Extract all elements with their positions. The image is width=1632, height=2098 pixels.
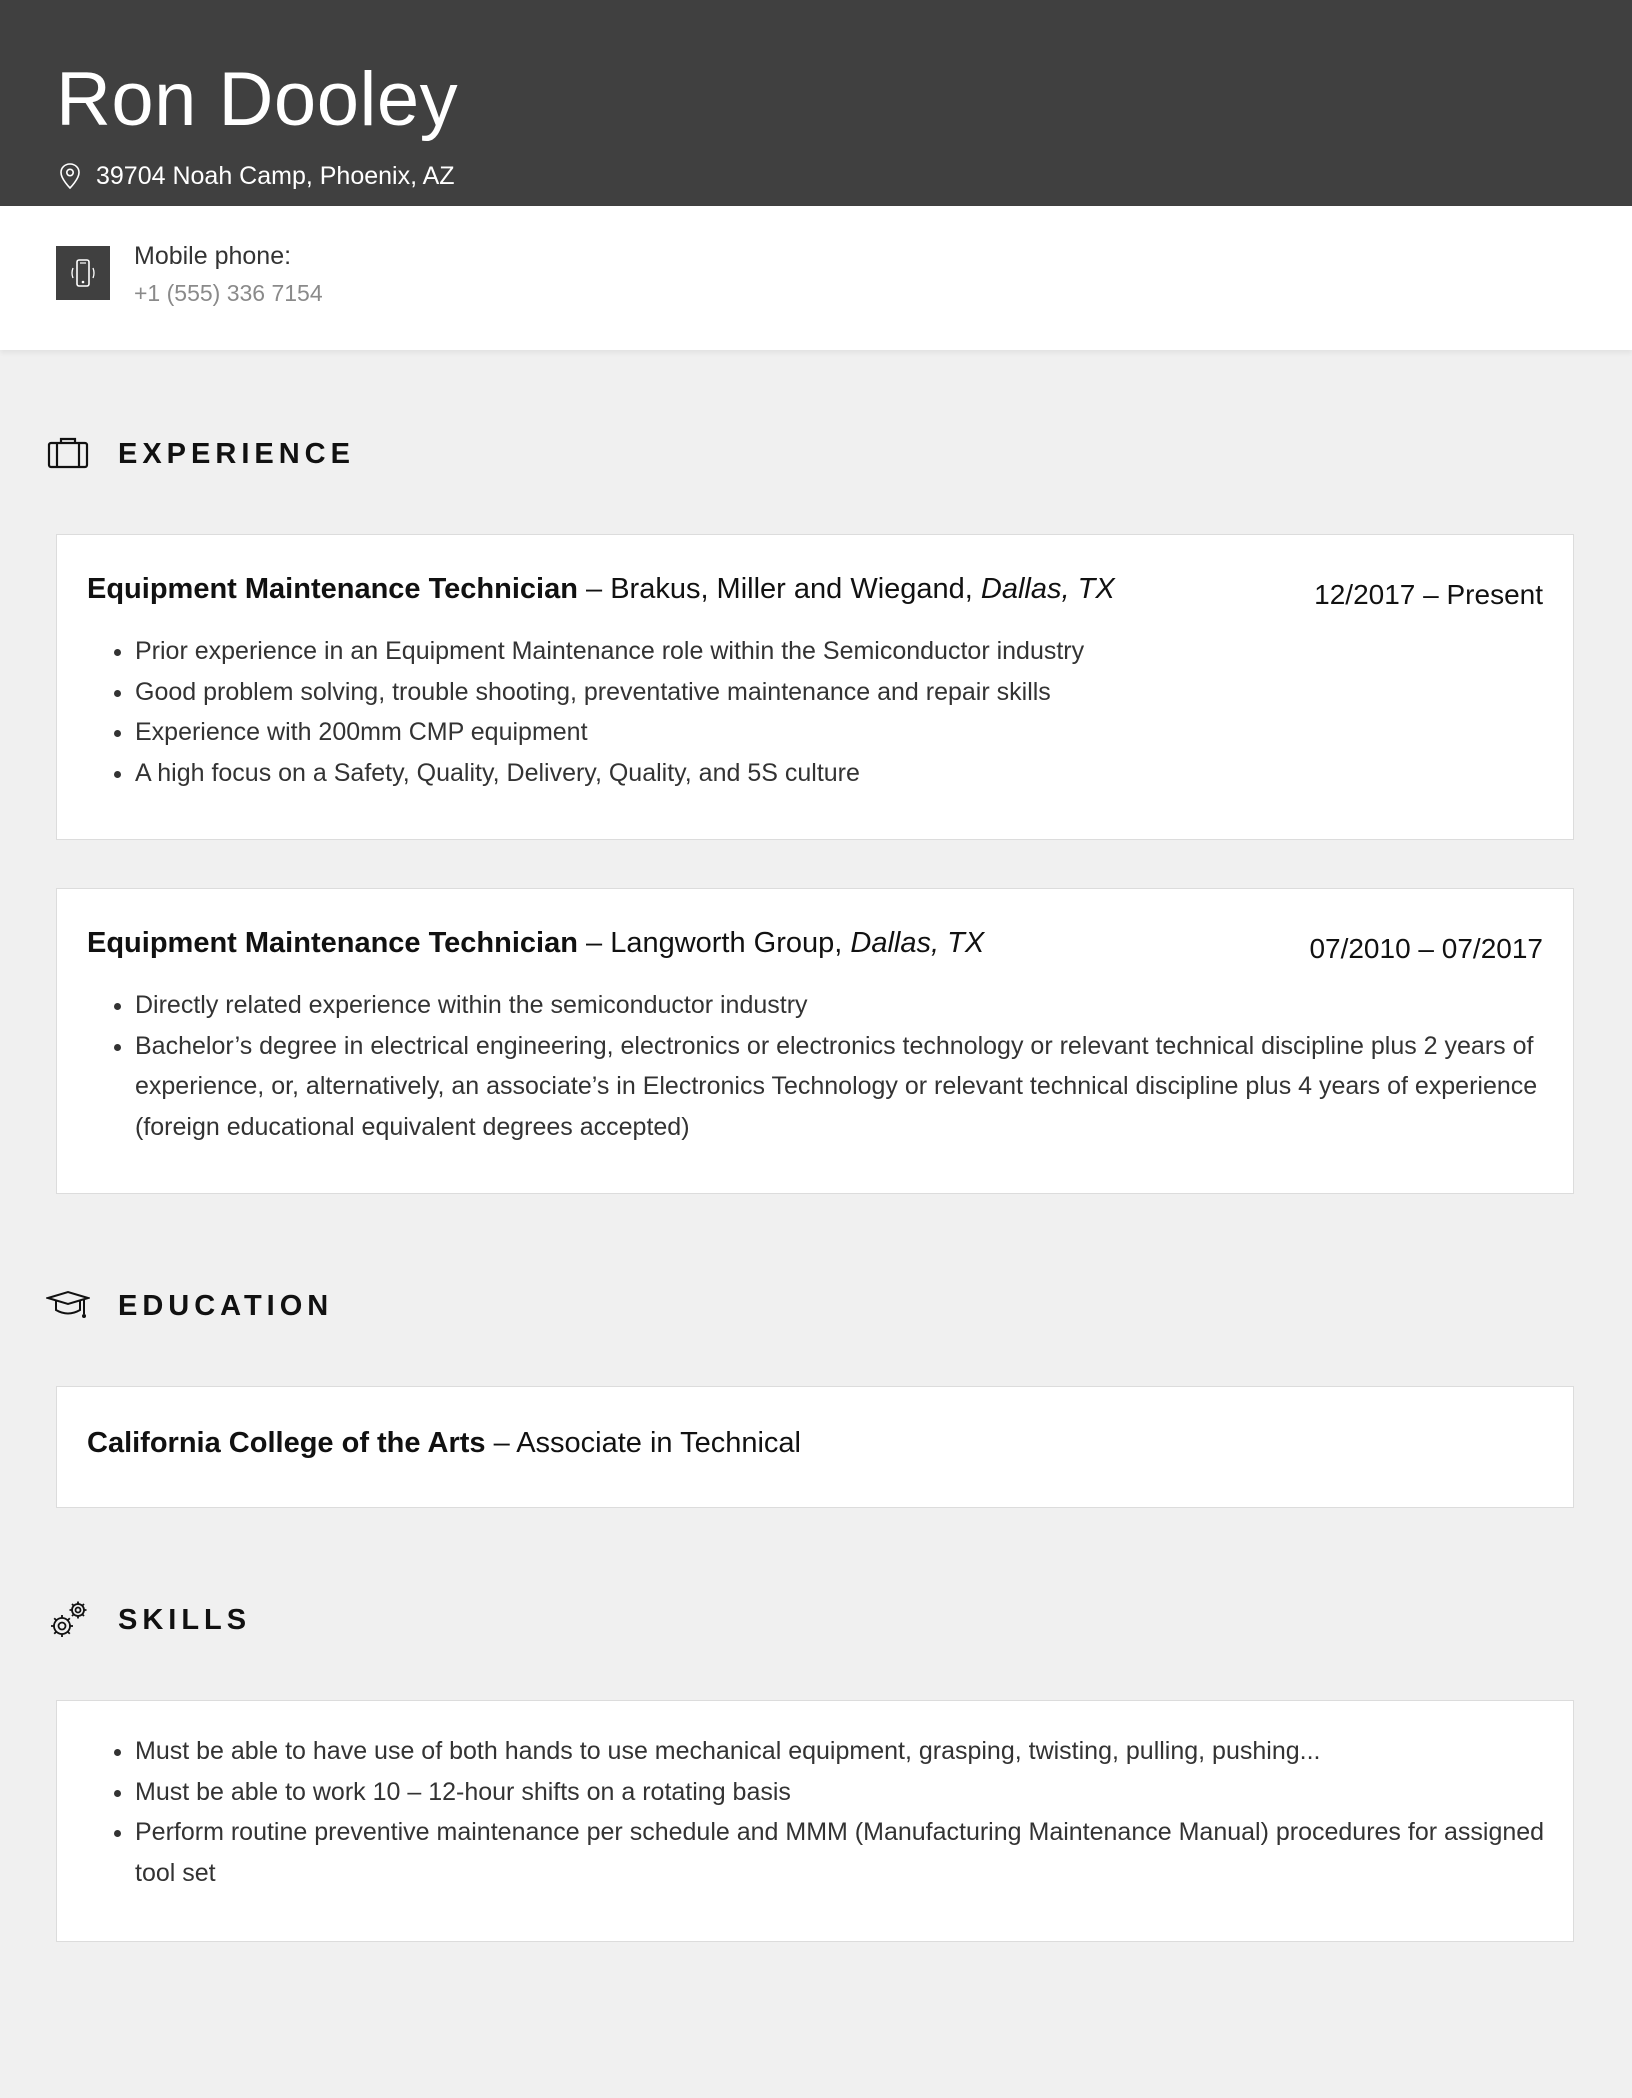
bullet-item: • A high focus on a Safety, Quality, Delivery, Quality, and 5S culture	[135, 753, 1545, 794]
school-name: California College of the Arts	[87, 1427, 486, 1459]
education-heading	[46, 1284, 333, 1328]
job-dates: 12/2017 – Present	[1314, 579, 1543, 610]
mobile-phone-icon	[56, 246, 110, 300]
separator: –	[577, 573, 611, 605]
skills-card	[56, 1700, 1574, 1942]
education-item	[56, 1386, 1574, 1508]
job-bullets	[87, 985, 1545, 1147]
section-title: EXPERIENCE	[118, 437, 355, 470]
bullet-item: • Bachelor’s degree in electrical engineering, electronics or electronics technology or relevant technical discipline plus 2 years of experience, or, alternatively, an associate’s in Electronics Technology or relevant technical discipline plus 4 years of experience (foreign educational equivalent degrees accepted)	[135, 1026, 1545, 1148]
separator: –	[485, 1427, 517, 1459]
phone-number[interactable]: +1 (555) 336 7154	[134, 280, 323, 306]
job-location: Dallas, TX	[850, 927, 985, 959]
job-location: Dallas, TX	[980, 573, 1115, 605]
job-title-line	[87, 927, 984, 960]
contact-bar	[0, 206, 1632, 350]
separator: –	[577, 927, 611, 959]
section-title: EDUCATION	[118, 1289, 334, 1322]
experience-item	[56, 534, 1574, 840]
address-line	[58, 158, 455, 194]
skills-heading	[46, 1598, 251, 1642]
job-title-line	[87, 573, 1115, 606]
bullet-item: • Good problem solving, trouble shooting, preventative maintenance and repair skills	[135, 672, 1545, 713]
job-title: Equipment Maintenance Technician	[87, 573, 578, 605]
skill-item: • Perform routine preventive maintenance per schedule and MMM (Manufacturing Maintenance Manual) procedures for assigned tool set	[135, 1812, 1545, 1893]
section-title: SKILLS	[118, 1603, 252, 1636]
company-name: Langworth Group,	[610, 927, 843, 959]
graduation-cap-icon	[46, 1284, 90, 1328]
candidate-name: Ron Dooley	[56, 57, 459, 142]
skill-item: • Must be able to work 10 – 12-hour shifts on a rotating basis	[135, 1772, 1545, 1813]
education-line	[87, 1427, 801, 1460]
bullet-item: • Prior experience in an Equipment Maintenance role within the Semiconductor industry	[135, 631, 1545, 672]
degree: Associate in Technical	[516, 1427, 801, 1459]
experience-item	[56, 888, 1574, 1194]
location-pin-icon	[58, 162, 82, 190]
job-dates: 07/2010 – 07/2017	[1309, 933, 1543, 964]
bullet-item: • Experience with 200mm CMP equipment	[135, 712, 1545, 753]
gears-icon	[46, 1598, 90, 1642]
bullet-item: • Directly related experience within the semiconductor industry	[135, 985, 1545, 1026]
job-title: Equipment Maintenance Technician	[87, 927, 578, 959]
phone-label: Mobile phone:	[134, 242, 292, 270]
address-text: 39704 Noah Camp, Phoenix, AZ	[96, 161, 455, 190]
resume-header	[0, 0, 1632, 206]
experience-heading	[46, 432, 355, 476]
skills-list	[87, 1731, 1545, 1893]
company-name: Brakus, Miller and Wiegand,	[610, 573, 973, 605]
job-bullets	[87, 631, 1545, 793]
briefcase-icon	[46, 432, 90, 476]
skill-item: • Must be able to have use of both hands to use mechanical equipment, grasping, twisting, pulling, pushing...	[135, 1731, 1545, 1772]
